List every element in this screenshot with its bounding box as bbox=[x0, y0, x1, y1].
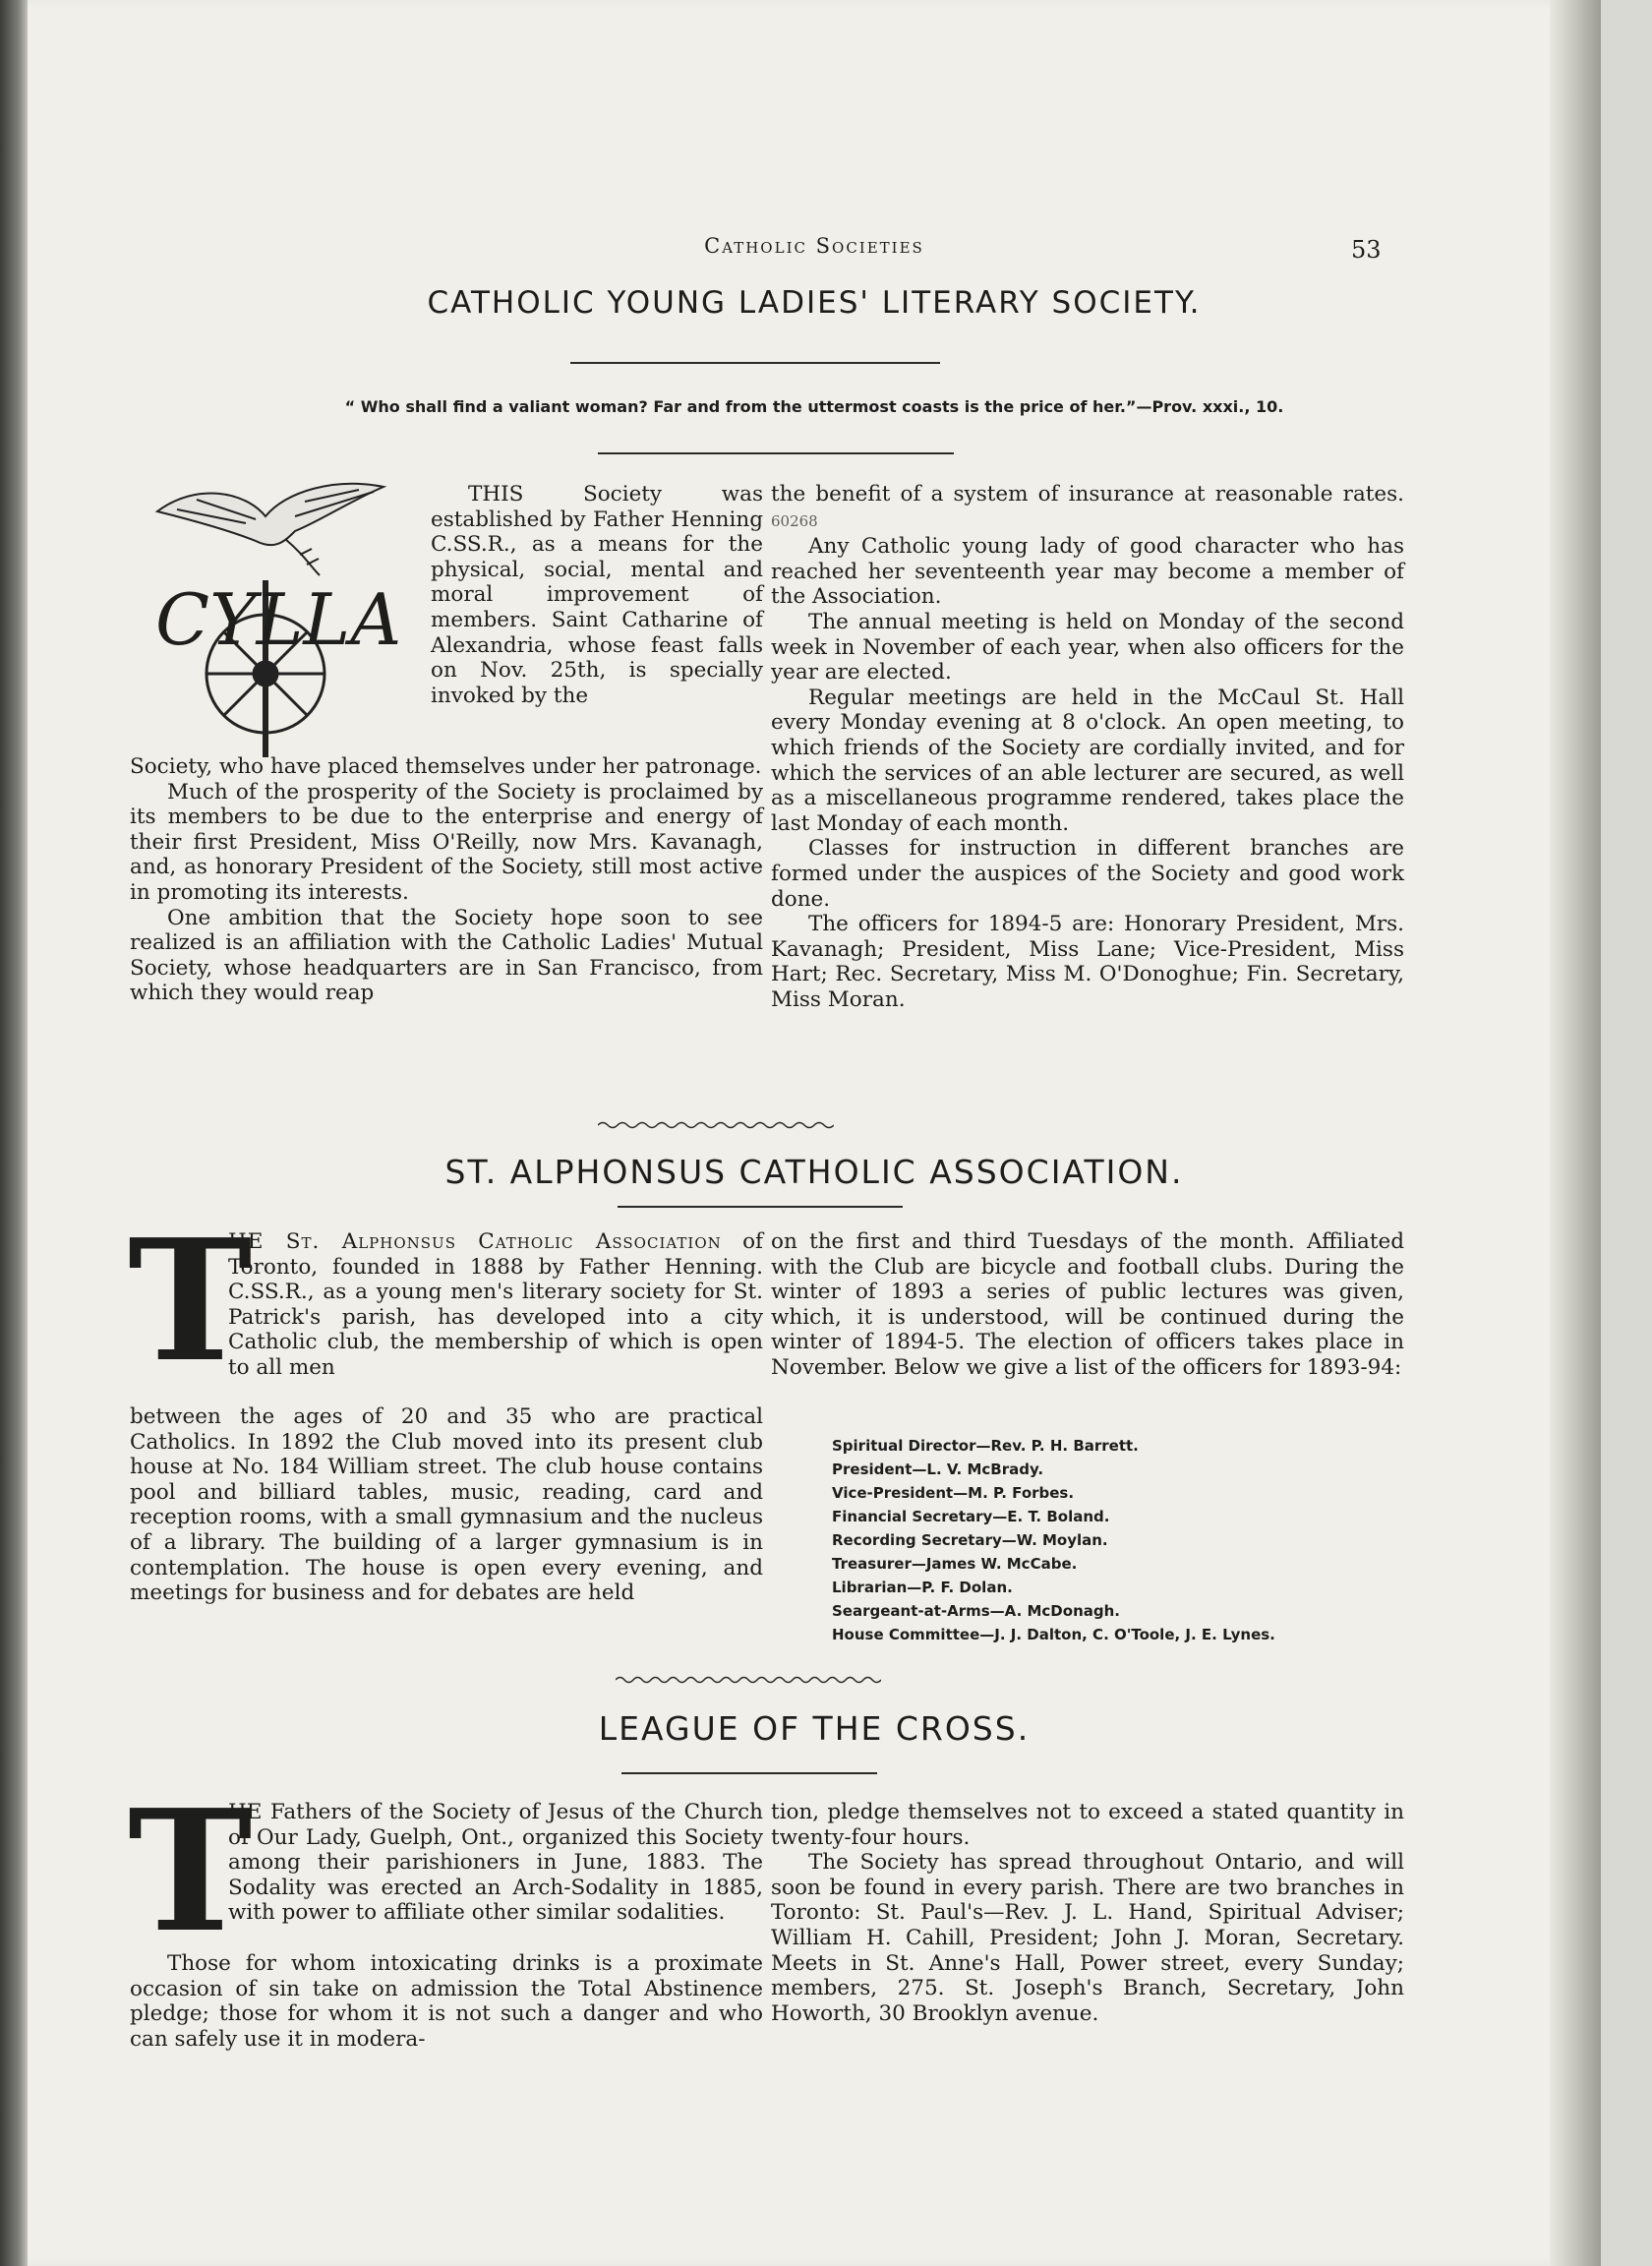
officer-line: Financial Secretary—E. T. Boland. bbox=[832, 1508, 1110, 1525]
s2-lead-paragraph bbox=[228, 1229, 763, 1381]
s1-right-p1-text: the benefit of a system of insurance at reasonable rates. bbox=[771, 482, 1404, 507]
section-title-league: LEAGUE OF THE CROSS. bbox=[598, 1709, 1031, 1748]
s3-left-column bbox=[130, 1951, 763, 2052]
dove-icon bbox=[157, 484, 384, 575]
title-rule bbox=[621, 1772, 877, 1774]
epigraph: “ Who shall find a valiant woman? Far and from the uttermost coasts is the price of her.”—Prov. xxxi., 10. bbox=[344, 397, 1284, 416]
running-head: Catholic Societies bbox=[704, 234, 924, 258]
s1-right-column bbox=[771, 482, 1404, 1012]
scanned-page bbox=[28, 0, 1601, 2266]
officer-line: President—L. V. McBrady. bbox=[832, 1461, 1044, 1478]
s1-left-p1-rest: Society, who have placed themselves under her patronage. bbox=[130, 754, 762, 779]
s1-right-p4: Regular meetings are held in the McCaul St. Hall every Monday evening at 8 o'clock. An open meeting, to which friends of the Society are cordially invited, and for which the services of an able lecturer are secured, as well as a miscellaneous programme rendered, takes place the last Monday of each month. bbox=[771, 685, 1404, 836]
title-rule bbox=[618, 1206, 903, 1208]
s3-right-p2: The Society has spread throughout Ontario, and will soon be found in every parish. There are two branches in Toronto: St. Paul's—Rev. J. L. Hand, Spiritual Adviser; William H. Cahill, President; John J. Moran, Secretary. Meets in St. Anne's Hall, Power street, every Sunday; members, 275. St. Joseph's Branch, Secretary, John Howorth, 30 Brooklyn avenue. bbox=[771, 1850, 1404, 2026]
s1-right-p1 bbox=[771, 482, 1404, 534]
s2-left-wrap bbox=[228, 1229, 763, 1381]
epigraph-rule bbox=[598, 452, 954, 454]
book-spine bbox=[0, 0, 30, 2266]
s1-left-column bbox=[130, 754, 763, 1006]
s2-lead-caps: HE St. Alphonsus Catholic Association bbox=[228, 1229, 722, 1254]
s2-wrap-text: of Toronto, founded in 1888 by Father Henning. C.SS.R., as a young men's literary society for St. Patrick's parish, has developed into a city Catholic club, the membership of which is open to all men bbox=[228, 1229, 763, 1380]
s2-right-column bbox=[771, 1229, 1404, 1381]
s1-left-p3: One ambition that the Society hope soon to see realized is an affiliation with the Catholic Ladies' Mutual Society, whose headquarters are in San Francisco, from which they would reap bbox=[130, 905, 763, 1006]
s1-right-p5: Classes for instruction in different branches are formed under the auspices of the Society and good work done. bbox=[771, 836, 1404, 912]
s1-left-p2: Much of the prosperity of the Society is proclaimed by its members to be due to the enterprise and energy of their first President, Miss O'Reilly, now Mrs. Kavanagh, and, as honorary President of the Society, still most active in promoting its interests. bbox=[130, 779, 763, 905]
s1-right-p3: The annual meeting is held on Monday of the second week in November of each year, when also officers for the year are elected. bbox=[771, 609, 1404, 686]
officers-list bbox=[832, 1434, 1383, 1646]
s3-left-wrap bbox=[228, 1800, 763, 1926]
logo-letters: CYLLA bbox=[155, 578, 402, 661]
s1-right-p2: Any Catholic young lady of good character who has reached her seventeenth year may become a member of the Association. bbox=[771, 534, 1404, 610]
officer-line: House Committee—J. J. Dalton, C. O'Toole, J. E. Lynes. bbox=[832, 1626, 1275, 1643]
officer-line: Vice-President—M. P. Forbes. bbox=[832, 1484, 1075, 1502]
page-edge bbox=[1550, 0, 1601, 2266]
library-stamp: 60268 bbox=[771, 511, 818, 530]
s2-left-column bbox=[130, 1404, 763, 1606]
s3-right-column bbox=[771, 1800, 1404, 2026]
s1-wrap-paragraph: THIS Society was established by Father Henning C.SS.R., as a means for the physical, social, mental and moral improvement of members. Saint Catharine of Alexandria, whose feast falls on Nov. 25th, is specially invoked by the bbox=[431, 482, 763, 708]
officer-line: Seargeant-at-Arms—A. McDonagh. bbox=[832, 1602, 1120, 1620]
officer-line: Librarian—P. F. Dolan. bbox=[832, 1579, 1013, 1596]
officer-line: Recording Secretary—W. Moylan. bbox=[832, 1531, 1108, 1549]
s2-left-rest: between the ages of 20 and 35 who are practical Catholics. In 1892 the Club moved into its present club house at No. 184 William street. The club house contains pool and billiard tables, music, reading, card and reception rooms, with a small gymnasium and the nucleus of a library. The building of a larger gymnasium is in contemplation. The house is open every evening, and meetings for business and for debates are held bbox=[130, 1404, 763, 1606]
officer-line: Spiritual Director—Rev. P. H. Barrett. bbox=[832, 1437, 1139, 1455]
s2-right-p1: on the first and third Tuesdays of the month. Affiliated with the Club are bicycle and football clubs. During the winter of 1893 a series of public lectures was given, which, it is understood, will be continued during the winter of 1894-5. The election of officers takes place in November. Below we give a list of the officers for 1893-94: bbox=[771, 1229, 1404, 1380]
section-divider bbox=[598, 1121, 834, 1129]
s1-left-wrap bbox=[431, 482, 763, 708]
officer-line: Treasurer—James W. McCabe. bbox=[832, 1555, 1078, 1573]
section-title-cylls: CATHOLIC YOUNG LADIES' LITERARY SOCIETY. bbox=[427, 285, 1202, 321]
s3-wrap-paragraph: HE Fathers of the Society of Jesus of the Church of Our Lady, Guelph, Ont., organized this Society among their parishioners in June, 1883. The Sodality was erected an Arch-Sodality in 1885, with power to affiliate other similar sodalities. bbox=[228, 1800, 763, 1926]
s1-right-p6: The officers for 1894-5 are: Honorary President, Mrs. Kavanagh; President, Miss Lane; Vice-President, Miss Hart; Rec. Secretary, Miss M. O'Donoghue; Fin. Secretary, Miss Moran. bbox=[771, 912, 1404, 1012]
cylla-emblem bbox=[138, 472, 423, 767]
title-rule bbox=[570, 362, 940, 364]
s3-right-p1: tion, pledge themselves not to exceed a stated quantity in twenty-four hours. bbox=[771, 1800, 1404, 1850]
section-divider bbox=[616, 1676, 881, 1684]
section-title-alphonsus: ST. ALPHONSUS CATHOLIC ASSOCIATION. bbox=[444, 1153, 1184, 1191]
dropcap-t: T bbox=[128, 1203, 253, 1400]
page-number: 53 bbox=[1351, 236, 1382, 264]
dropcap-t: T bbox=[128, 1773, 253, 1970]
s3-left-p2: Those for whom intoxicating drinks is a proximate occasion of sin take on admission the Total Abstinence pledge; those for whom it is not such a danger and who can safely use it in modera- bbox=[130, 1951, 763, 2052]
